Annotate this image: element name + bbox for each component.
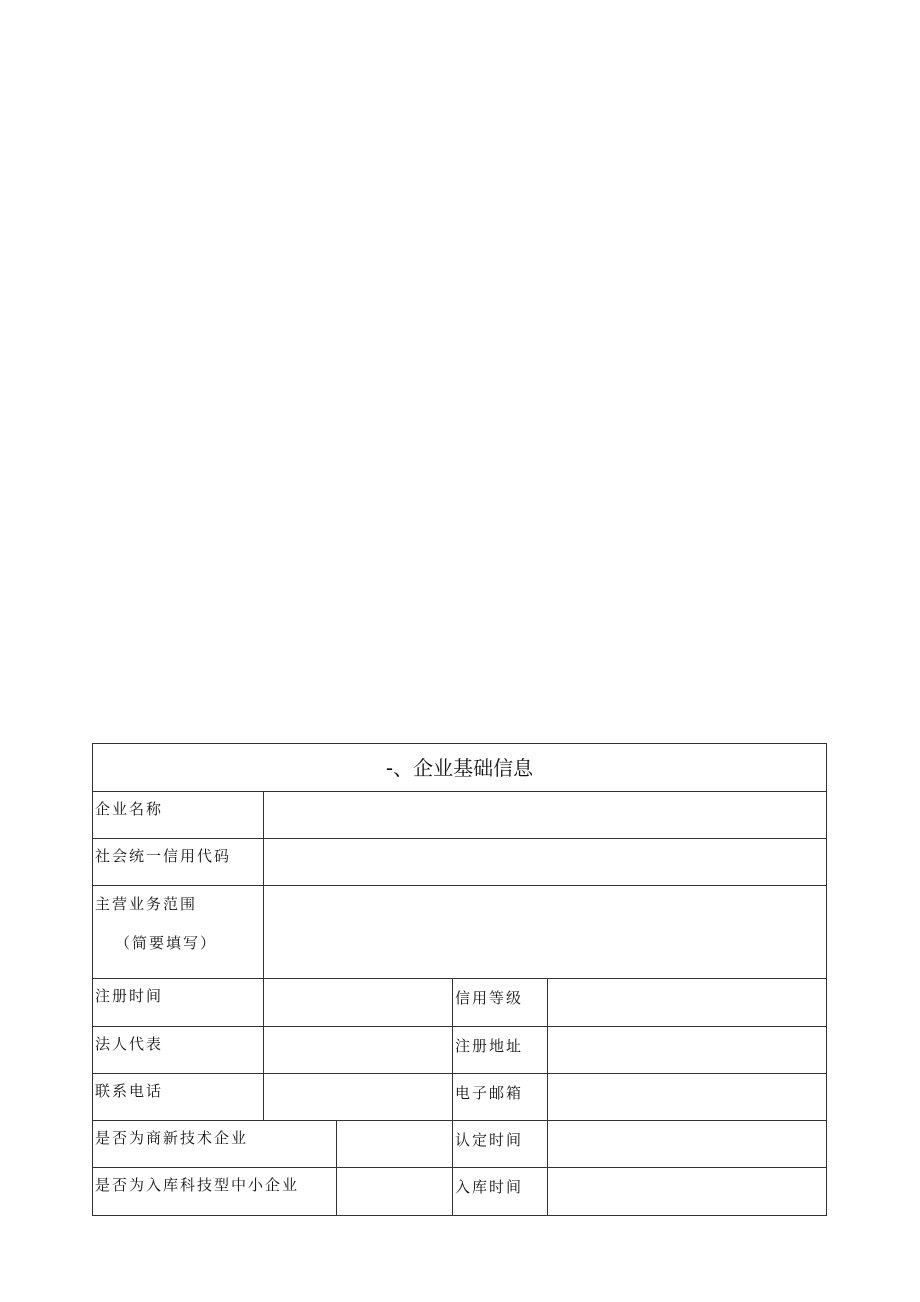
credit-code-row: [93, 839, 827, 886]
registered-address-label: 注册地址: [453, 1026, 548, 1073]
registration-time-field[interactable]: [264, 979, 453, 1026]
high-tech-label: 是否为商新技术企业: [93, 1120, 337, 1167]
high-tech-field[interactable]: [337, 1120, 453, 1167]
registration-time-label: 注册时间: [93, 979, 264, 1026]
phone-field[interactable]: [264, 1073, 453, 1120]
title-row: [93, 744, 827, 792]
credit-code-label: 社会统一信用代码: [93, 839, 264, 886]
email-label: 电子邮箱: [453, 1073, 548, 1120]
business-scope-label-cell: [93, 886, 264, 979]
legal-rep-label: 法人代表: [93, 1026, 264, 1073]
legal-rep-row: [93, 1026, 827, 1073]
contact-row: [93, 1073, 827, 1120]
legal-rep-field[interactable]: [264, 1026, 453, 1073]
business-scope-field[interactable]: [264, 886, 827, 979]
business-scope-note: （简要填写）: [115, 934, 218, 953]
credit-rating-field[interactable]: [548, 979, 827, 1026]
email-field[interactable]: [548, 1073, 827, 1120]
section-title: -、企业基础信息: [93, 744, 827, 792]
company-name-field[interactable]: [264, 792, 827, 839]
registration-time-row: [93, 979, 827, 1026]
business-scope-label: 主营业务范围: [95, 895, 198, 914]
sme-tech-row: [93, 1167, 827, 1215]
entry-time-label: 入库时间: [453, 1167, 548, 1215]
credit-code-field[interactable]: [264, 839, 827, 886]
sme-tech-label: 是否为入库科技型中小企业: [93, 1167, 337, 1215]
sme-tech-field[interactable]: [337, 1167, 453, 1215]
entry-time-field[interactable]: [548, 1167, 827, 1215]
company-name-row: [93, 792, 827, 839]
credit-rating-label: 信用等级: [453, 979, 548, 1026]
certification-time-label: 认定时间: [453, 1120, 548, 1167]
business-scope-row: [93, 886, 827, 979]
company-info-form: [92, 743, 827, 1216]
registered-address-field[interactable]: [548, 1026, 827, 1073]
high-tech-row: [93, 1120, 827, 1167]
phone-label: 联系电话: [93, 1073, 264, 1120]
company-name-label: 企业名称: [93, 792, 264, 839]
certification-time-field[interactable]: [548, 1120, 827, 1167]
